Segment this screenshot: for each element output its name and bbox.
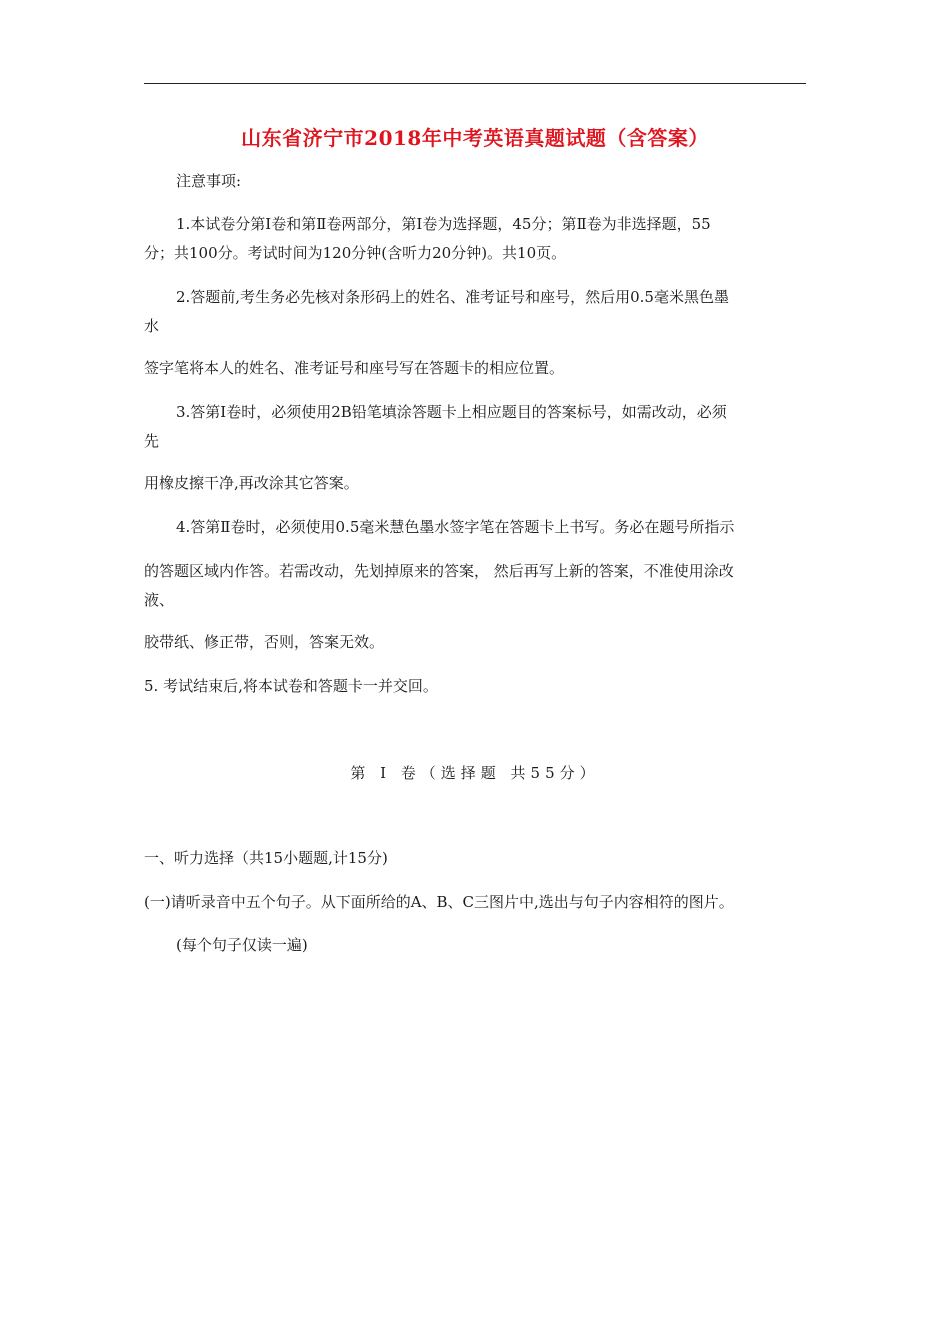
note-line: 分；共100分。考试时间为120分钟(含听力20分钟)。共10页。 [144,244,567,262]
note-line: 的答题区域内作答。若需改动，先划掉原来的答案， 然后再写上新的答案，不准使用涂改 [144,562,734,580]
note-line: 1.本试卷分第Ⅰ卷和第Ⅱ卷两部分，第Ⅰ卷为选择题，45分；第Ⅱ卷为非选择题，55 [176,215,711,233]
note-line: 用橡皮擦干净,再改涂其它答案。 [144,474,359,492]
note-line: 胶带纸、修正带，否则，答案无效。 [144,633,385,651]
note-line: 2.答题前,考生务必先核对条形码上的姓名、准考证号和座号，然后用0.5毫米黑色墨 [176,288,729,306]
notice-heading: 注意事项: [176,172,242,190]
note-line: 签字笔将本人的姓名、准考证号和座号写在答题卡的相应位置。 [144,359,565,377]
section-title: 一、听力选择（共15小题题,计15分) [144,849,388,867]
note-line: 液、 [144,591,175,609]
part-heading: 第 Ⅰ 卷（选择题 共55分） [350,764,600,782]
note-line: 水 [144,317,160,335]
header-rule [144,83,806,84]
document-title: 山东省济宁市2018年中考英语真题试题（含答案） [241,126,709,150]
note-line: 3.答第Ⅰ卷时，必须使用2B铅笔填涂答题卡上相应题目的答案标号，如需改动，必须 [176,403,727,421]
note-line: 4.答第Ⅱ卷时，必须使用0.5毫米慧色墨水签字笔在答题卡上书写。务必在题号所指示 [176,518,735,536]
note-line: 先 [144,432,160,450]
instruction-note: (每个句子仅读一遍) [176,936,308,954]
instruction: (一)请听录音中五个句子。从下面所给的A、B、C三图片中,选出与句子内容相符的图片。 [144,893,734,911]
note-line: 5. 考试结束后,将本试卷和答题卡一并交回。 [144,677,438,695]
